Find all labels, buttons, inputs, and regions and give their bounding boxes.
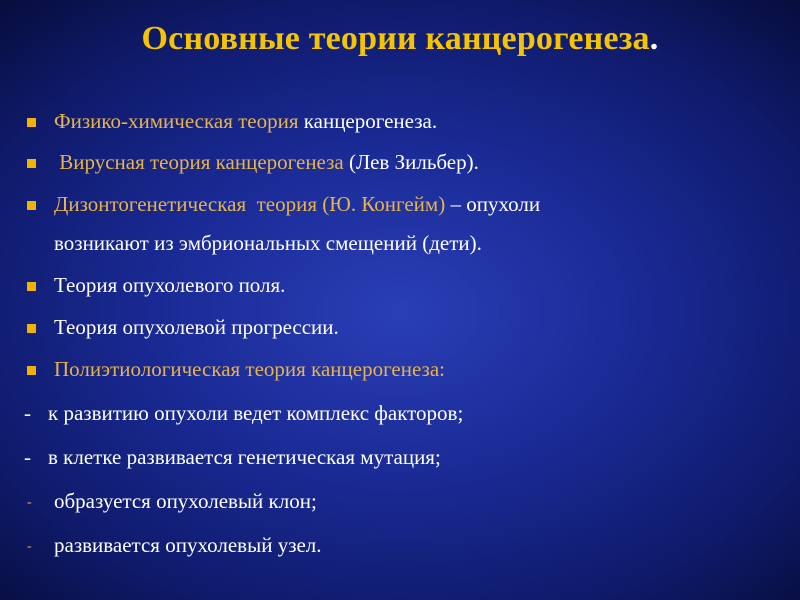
title-text: Основные теории канцерогенеза [141, 20, 650, 57]
dash-bullet-icon: - [24, 445, 31, 469]
item-text: Теория опухолевой прогрессии. [54, 315, 339, 339]
dash-bullet-icon: - [24, 401, 31, 425]
item-text-line2: возникают из эмбриональных смещений (дети). [54, 231, 482, 255]
square-bullet-icon [27, 201, 36, 210]
square-bullet-icon [27, 324, 36, 333]
square-bullet-icon [27, 366, 36, 375]
item-text: (Лев Зильбер). [343, 150, 479, 174]
item-text: Теория опухолевого поля. [54, 273, 286, 297]
square-bullet-icon [27, 282, 36, 291]
square-bullet-icon [27, 118, 36, 127]
item-text: развивается опухолевый узел. [54, 533, 322, 557]
item-text: – опухоли [445, 192, 541, 216]
dash-bullet-icon: - [27, 495, 32, 510]
item-text: образуется опухолевый клон; [54, 489, 317, 513]
item-text: в клетке развивается генетическая мутация; [48, 445, 441, 469]
dash-bullet-icon: - [27, 539, 32, 554]
square-bullet-icon [27, 159, 36, 168]
item-text: к развитию опухоли ведет комплекс факторов; [48, 401, 464, 425]
item-accent-text: Физико-химическая теория [54, 109, 299, 133]
item-accent-text: Вирусная теория канцерогенеза [54, 150, 344, 174]
item-accent-text: Дизонтогенетическая теория (Ю. Конгейм) [54, 192, 446, 216]
item-accent-text: Полиэтиологическая теория канцерогенеза: [54, 357, 446, 381]
title-dot: . [649, 20, 659, 57]
item-text: канцерогенеза. [298, 109, 438, 133]
